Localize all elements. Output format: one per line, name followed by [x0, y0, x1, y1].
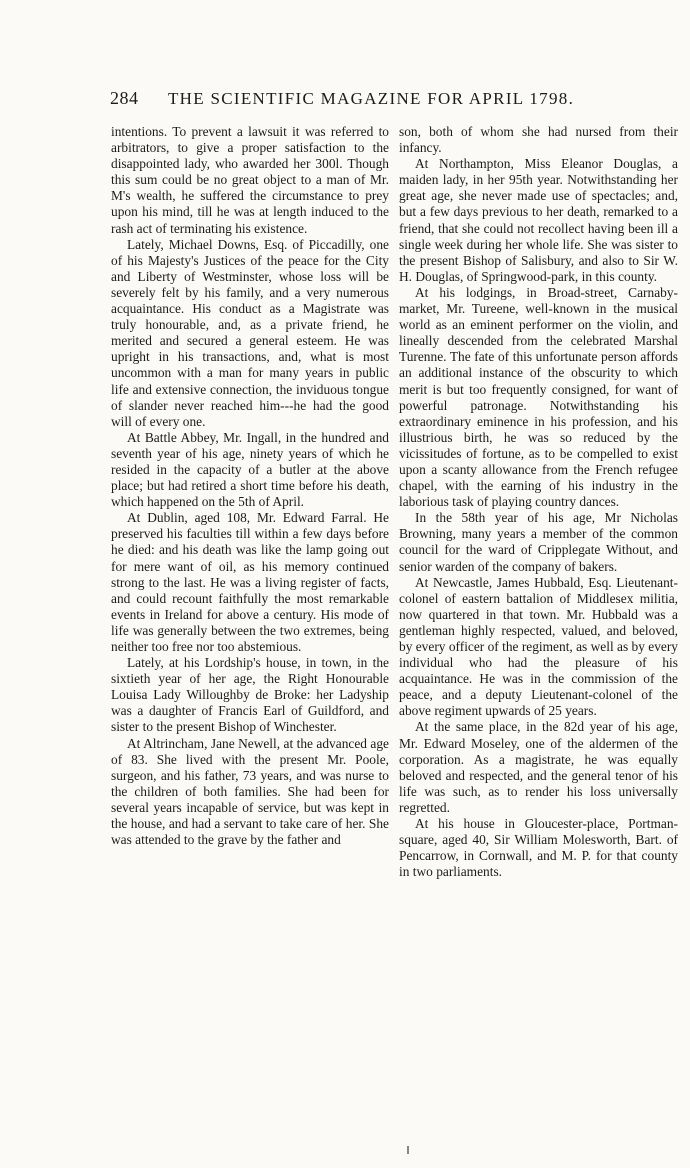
obituary-paragraph: Lately, at his Lordship's house, in town, in the sixtieth year of her age, the Right Honourable Louisa Lady Willoughby de Broke: her Ladyship was a daughter of Francis Earl of Guildford, and sister to the present Bishop of Winchester.: [111, 655, 389, 735]
obituary-paragraph: In the 58th year of his age, Mr Nicholas Browning, many years a member of the common council for the ward of Cripplegate Without, and senior warden of the company of bakers.: [399, 510, 678, 574]
page-number: 284: [110, 88, 139, 108]
obituary-paragraph: son, both of whom she had nursed from their infancy.: [399, 124, 678, 156]
obituary-paragraph: At Northampton, Miss Eleanor Douglas, a maiden lady, in her 95th year. Notwithstanding her great age, she never made use of spectacles; and, but a few days previous to her death, remarked to a friend, that she could not recollect having been ill a single week during her whole life. She was sister to the present Bishop of Salisbury, and also to Sir W. H. Douglas, of Springwood-park, in this county.: [399, 156, 678, 284]
obituary-paragraph: At Dublin, aged 108, Mr. Edward Farral. He preserved his faculties till within a few days before he died: and his death was like the lamp going out for mere want of oil, as his memory continued strong to the last. He was a living register of facts, and could recount faithfully the most remarkable events in Ireland for above a century. His mode of life was generally between the two extremes, being neither too free nor too abstemious.: [111, 510, 389, 654]
obituary-paragraph: At Newcastle, James Hubbald, Esq. Lieutenant-colonel of eastern battalion of Middlesex militia, now quartered in that town. Mr. Hubbald was a gentleman highly respected, valued, and beloved, by every officer of the regiment, as well as by every individual who had the pleasure of his acquaintance. He was in the commission of the peace, and a deputy Lieutenant-colonel of the above regiment upwards of 25 years.: [399, 574, 678, 719]
obituary-paragraph: Lately, Michael Downs, Esq. of Piccadilly, one of his Majesty's Justices of the peace for the City and Liberty of Westminster, whose loss will be severely felt by his family, and a very numerous acquaintance. His conduct as a Magistrate was truly honourable, and, as a private friend, he merited and secured a general esteem. He was upright in his transactions, and, what is most uncommon with a man for many years in public life and extensive connection, the inviduous tongue of slander never reached him---he had the good will of every one.: [111, 236, 389, 429]
running-head: THE SCIENTIFIC MAGAZINE FOR APRIL 1798.: [168, 89, 575, 108]
left-column: [111, 124, 389, 848]
right-column: [399, 124, 678, 880]
obituary-paragraph: At his lodgings, in Broad-street, Carnaby-market, Mr. Tureene, well-known in the musical world as an eminent performer on the violin, and lineally descended from the celebrated Marshal Turenne. The fate of this unfortunate person affords an additional instance of the obscurity to which merit is but too frequently consigned, for want of powerful patronage. Notwithstanding his extraordinary eminence in his profession, and his illustrious birth, he was so reduced by the vicissitudes of fortune, as to be compelled to exist upon a scanty allowance from the French refugee chapel, with the earning of his industry in the laborious task of playing country dances.: [399, 284, 678, 510]
obituary-paragraph: At the same place, in the 82d year of his age, Mr. Edward Moseley, one of the aldermen of the corporation. As a magistrate, he was equally beloved and respected, and the general tenor of his life was such, as to render his loss universally regretted.: [399, 719, 678, 815]
page-header: [110, 88, 680, 116]
obituary-paragraph: At his house in Gloucester-place, Portman-square, aged 40, Sir William Molesworth, Bart. of Pencarrow, in Cornwall, and M. P. for that county in two parliaments.: [399, 816, 678, 880]
obituary-paragraph: intentions. To prevent a lawsuit it was referred to arbitrators, to give a proper satisfaction to the disappointed lady, who awarded her 300l. Though this sum could be no great object to a man of Mr. M's wealth, he suffered the circumstance to prey upon his mind, till he was at length induced to the rash act of terminating his existence.: [111, 124, 389, 236]
obituary-paragraph: At Altrincham, Jane Newell, at the advanced age of 83. She lived with the present Mr. Poole, surgeon, and his father, 73 years, and was nurse to the children of both families. She had been for several years incapable of service, but was kept in the house, and had a servant to take care of her. She was attended to the grave by the father and: [111, 735, 389, 848]
page-mark: [407, 1146, 409, 1154]
obituary-paragraph: At Battle Abbey, Mr. Ingall, in the hundred and seventh year of his age, ninety years of which he resided in the capacity of a butler at the above place; but had retired a short time before his death, which happened on the 5th of April.: [111, 429, 389, 510]
